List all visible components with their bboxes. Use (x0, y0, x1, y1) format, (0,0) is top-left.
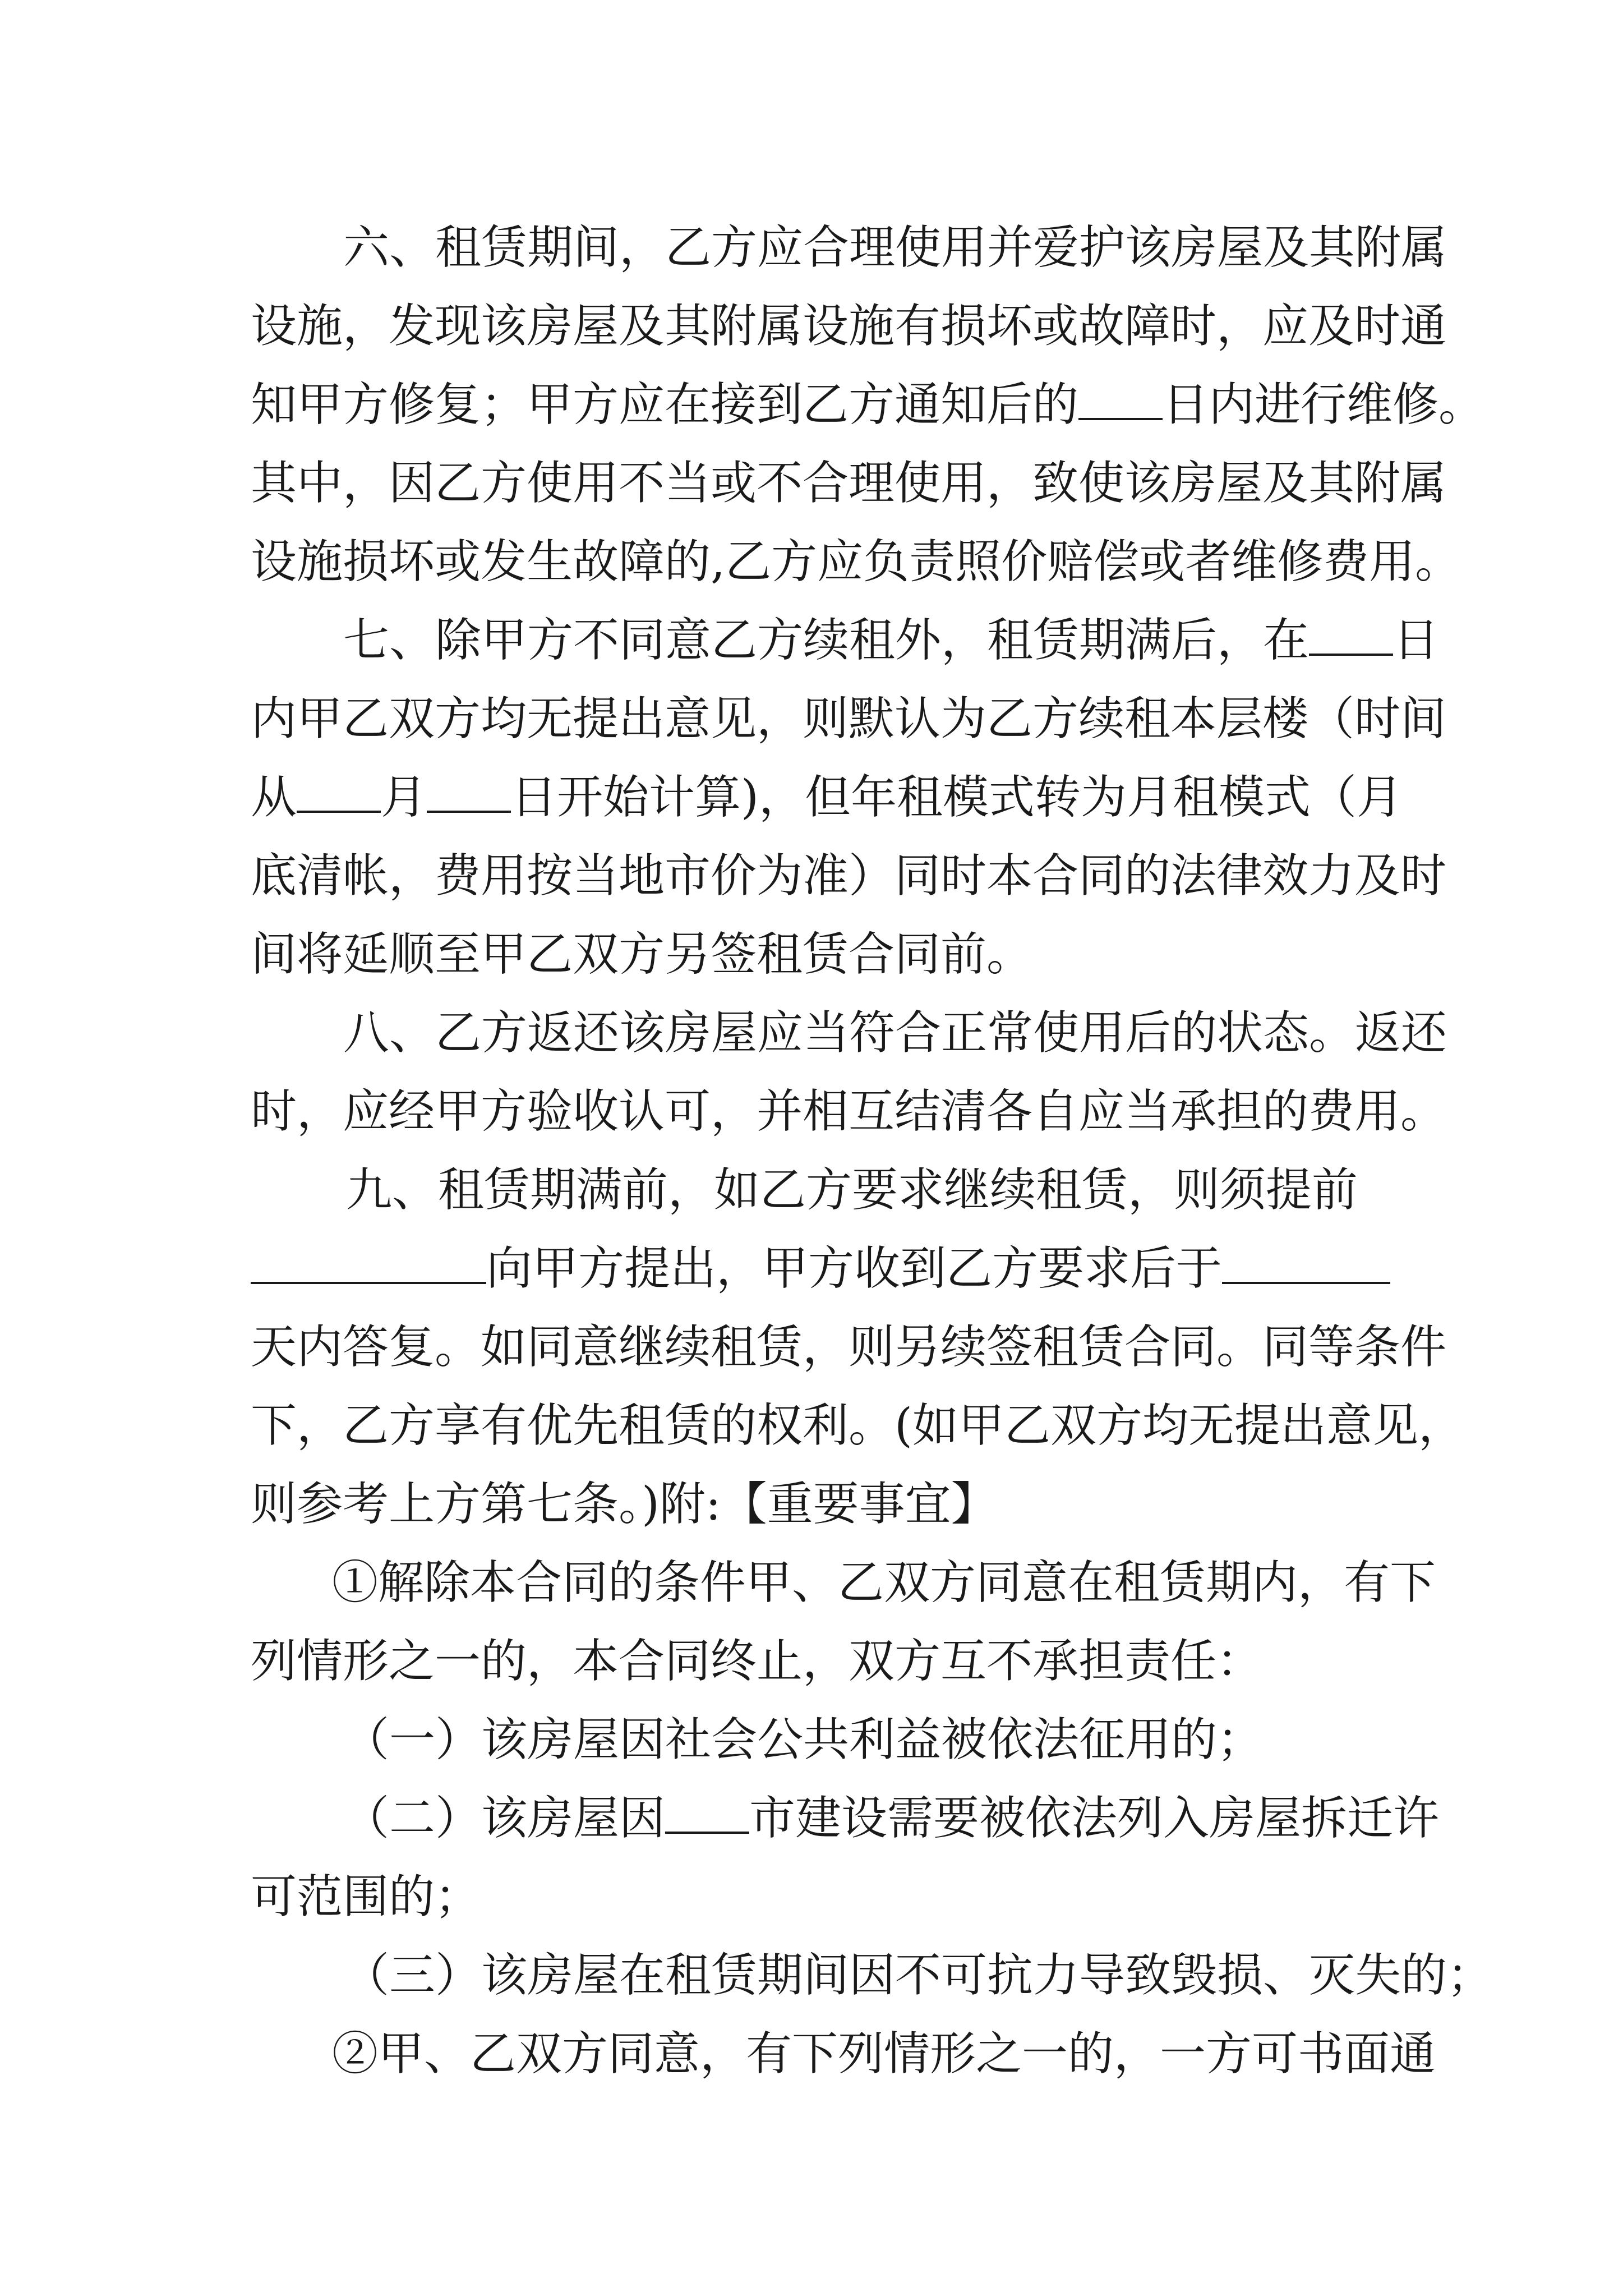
item-1-text: （一）该房屋因社会公共利益被依法征用的； (343, 1713, 1264, 1766)
item-2-line-2 (251, 1858, 481, 1936)
clause-6-text-3a: 知甲方修复；甲方应在接到乙方通知后的 (251, 378, 1079, 431)
item-3-line (343, 1936, 1493, 2015)
clause-7-line-5 (251, 915, 1032, 994)
clause-8-text-1: 八、乙方返还该房屋应当符合正常使用后的状态。返还 (343, 1006, 1447, 1060)
clause-7-text-3b: 月 (381, 771, 427, 824)
renewal-days-blank (1309, 613, 1393, 656)
clause-7-text-3c: 日开始计算)，但年租模式转为月租模式（月 (511, 771, 1403, 824)
clause-9-text-5: 则参考上方第七条。)附:【重要事宜】 (251, 1478, 997, 1531)
clause-6-text-5: 设施损坏或发生故障的,乙方应负责照价赔偿或者维修费用。 (251, 535, 1461, 588)
clause-6-text-4: 其中，因乙方使用不当或不合理使用，致使该房屋及其附属 (251, 457, 1447, 510)
notice-period-blank (251, 1241, 486, 1284)
clause-8-line-1 (343, 994, 1447, 1073)
matter-1-line-1 (332, 1544, 1436, 1622)
item-1-line (343, 1701, 1263, 1779)
clause-7-text-4: 底清帐，费用按当地市价为准）同时本合同的法律效力及时 (251, 849, 1447, 903)
city-blank (665, 1791, 749, 1834)
clause-7-text-1b: 日 (1393, 614, 1440, 667)
clause-9-line-2 (251, 1230, 1390, 1308)
clause-7-line-2 (251, 680, 1446, 758)
clause-8-line-2 (251, 1073, 1446, 1151)
clause-7-text-3a: 从 (251, 771, 297, 824)
month-blank (297, 770, 381, 813)
item-2-text-2: 可范围的； (251, 1870, 481, 1924)
clause-7-text-5: 间将延顺至甲乙双方另签租赁合同前。 (251, 928, 1033, 981)
clause-9-line-3 (251, 1308, 1446, 1387)
clause-6-line-1 (343, 209, 1447, 287)
clause-9-text-3: 天内答复。如同意继续租赁，则另续签租赁合同。同等条件 (251, 1320, 1447, 1374)
item-2-text-1a: （二）该房屋因 (343, 1792, 666, 1845)
clause-9-line-1 (346, 1151, 1358, 1230)
clause-9-text-2: 向甲方提出，甲方收到乙方要求后于 (486, 1242, 1223, 1295)
clause-6-text-2: 设施，发现该房屋及其附属设施有损坏或故障时，应及时通 (251, 300, 1447, 353)
day-blank (427, 770, 511, 813)
clause-6-line-3 (251, 366, 1484, 444)
clause-6-line-2 (251, 287, 1446, 366)
matter-1-text-2: 列情形之一的，本合同终止，双方互不承担责任： (251, 1635, 1263, 1688)
item-2-line-1 (343, 1779, 1439, 1858)
clause-6-text-3b: 日内进行维修。 (1163, 378, 1485, 431)
clause-7-line-1 (343, 601, 1439, 680)
item-3-text: （三）该房屋在租赁期间因不可抗力导致毁损、灭失的； (343, 1949, 1493, 2002)
clause-9-text-4: 下，乙方享有优先租赁的权利。(如甲乙双方均无提出意见， (251, 1399, 1464, 1452)
clause-7-line-4 (251, 837, 1446, 915)
clause-8-text-2: 时，应经甲方验收认可，并相互结清各自应当承担的费用。 (251, 1085, 1447, 1138)
clause-6-line-4 (251, 444, 1446, 523)
clause-9-text-1: 九、租赁期满前，如乙方要求继续租赁，则须提前 (346, 1163, 1358, 1217)
clause-6-text-1: 六、租赁期间，乙方应合理使用并爱护该房屋及其附属 (343, 221, 1447, 274)
matter-1-text-1: ①解除本合同的条件甲、乙双方同意在租赁期内，有下 (332, 1556, 1436, 1609)
clause-9-line-4 (251, 1387, 1464, 1465)
clause-7-line-3 (251, 758, 1403, 837)
clause-9-line-5 (251, 1465, 997, 1544)
clause-7-text-1a: 七、除甲方不同意乙方续租外，租赁期满后，在 (343, 614, 1310, 667)
matter-2-text-1: ②甲、乙双方同意，有下列情形之一的，一方可书面通 (332, 2027, 1436, 2081)
clause-6-line-5 (251, 523, 1461, 601)
repair-days-blank (1078, 378, 1163, 420)
clause-7-text-2: 内甲乙双方均无提出意见，则默认为乙方续租本层楼（时间 (251, 692, 1447, 746)
matter-2-line-1 (332, 2015, 1436, 2093)
item-2-text-1b: 市建设需要被依法列入房屋拆迁许 (749, 1792, 1440, 1845)
reply-days-blank (1222, 1241, 1390, 1284)
matter-1-line-2 (251, 1622, 1262, 1701)
